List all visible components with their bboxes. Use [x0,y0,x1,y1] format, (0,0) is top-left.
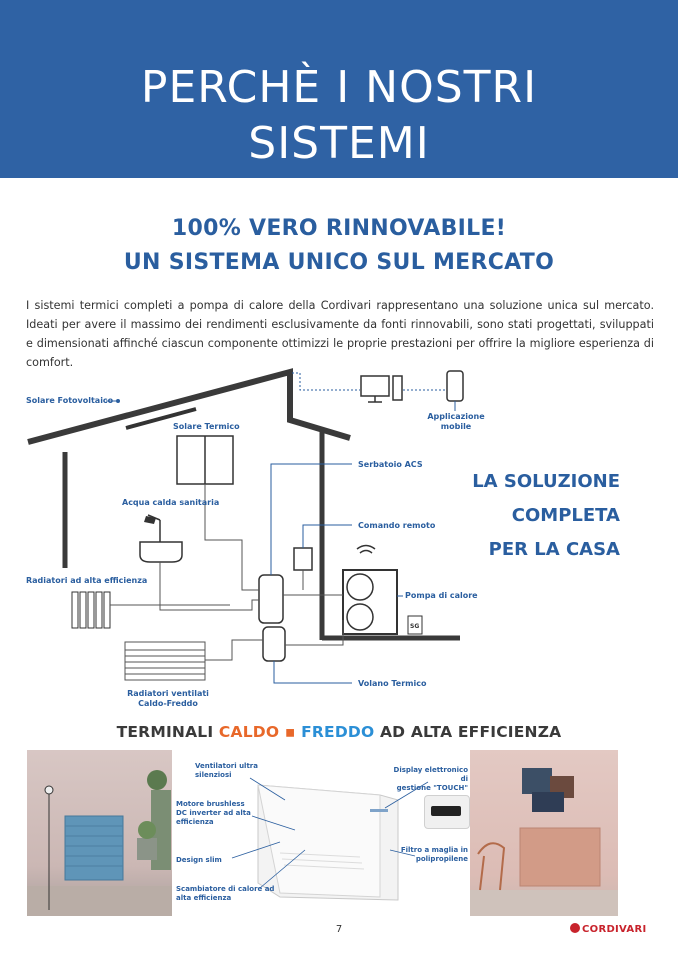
pc-tower-icon [393,376,402,400]
terminals-title-freddo: FREDDO [301,723,375,741]
touch-display-inset [424,795,470,829]
terminals-title-sep: ▪ [279,723,302,741]
label-solare-termico: Solare Termico [173,422,240,431]
left-room-illustration [27,750,172,916]
feature-display [388,766,468,793]
monitor-icon [361,376,389,396]
label-radiatori-ventilati-line1: Radiatori ventilati [127,689,209,698]
terminals-title-a: TERMINALI [116,723,219,741]
label-pompa: Pompa di calore [405,591,478,600]
brand-icon [570,923,580,933]
brand-name: CORDIVARI [582,924,647,935]
solution-line1: LA SOLUZIONE [472,471,620,492]
label-applicazione-line1: Applicazione [427,412,485,421]
feature-motore-line2: DC inverter ad alta [176,809,251,817]
feature-filtro-line2: polipropilene [415,855,468,863]
page-number: 7 [335,924,343,935]
bathtub-icon [140,542,182,562]
fancoil-radiator-icon [125,642,205,680]
intro-paragraph: I sistemi termici completi a pompa di calore della Cordivari rappresentano una soluzione unica sul mercato. Ideati per avere il massimo dei rendimenti esclusivamente da fonti rinnovabili, sono stati progettati, sviluppati e dimensionati affinché ciascun componente ottimizzi le proprie prestazioni per offrire la migliore esperienza di comfort. [26,299,654,369]
solution-line3: PER LA CASA [488,539,620,560]
terminals-title-b: AD ALTA EFFICIENZA [374,723,562,741]
feature-scambiatore-line1: Scambiatore di calore ad [176,885,275,893]
feature-display-line1: Display elettronico di [393,766,468,783]
feature-filtro-line1: Filtro a maglia in [400,846,468,854]
right-room-illustration [470,750,618,916]
feature-filtro [398,846,468,864]
feature-motore-line3: efficienza [176,818,214,826]
phone-icon [447,371,463,401]
label-comando: Comando remoto [358,521,436,530]
terminals-title [0,723,678,741]
feature-scambiatore [176,885,274,903]
label-applicazione-line2: mobile [440,422,472,431]
remote-control-icon [294,548,312,570]
label-serbatoio: Serbatoio ACS [358,460,423,469]
terminals-title-caldo: CALDO [218,723,280,741]
touch-display-screen [431,806,461,816]
right-room-photo [470,750,618,916]
feature-display-line2: gestione "TOUCH" [396,784,468,792]
headline-line2: UN SISTEMA UNICO SUL MERCATO [123,250,555,275]
label-radiatori-ventilati [118,689,218,709]
label-solare-fotovoltaico: Solare Fotovoltaico [26,396,114,405]
feature-design: Design slim [176,856,222,864]
left-room-photo [27,750,172,916]
signal-dotted-line [292,373,360,390]
label-volano: Volano Termico [358,679,427,688]
feature-scambiatore-line2: alta efficienza [176,894,232,902]
feature-motore [176,800,251,827]
header-banner [0,0,678,178]
solution-line2: COMPLETA [511,505,620,526]
label-applicazione [420,412,492,432]
radiator-icon [72,592,110,628]
label-radiatori-ventilati-line2: Caldo-Freddo [138,699,198,708]
acs-tank [259,575,283,623]
headline-line1: 100% VERO RINNOVABILE! [171,216,507,241]
label-acqua-calda: Acqua calda sanitaria [122,498,220,507]
label-radiatori-alta: Radiatori ad alta efficienza [26,576,148,585]
feature-ventilatori-line1: Ventilatori ultra [195,762,258,770]
brand-logo [570,923,646,935]
feature-motore-line1: Motore brushless [176,800,245,808]
feature-ventilatori [195,762,258,780]
feature-ventilatori-line2: silenziosi [195,771,232,779]
page-title-line1: PERCHÈ I NOSTRI [140,62,538,113]
inertial-tank [263,627,285,661]
page-title-line2: SISTEMI [248,118,430,169]
sg-badge-text: SG [410,623,420,630]
